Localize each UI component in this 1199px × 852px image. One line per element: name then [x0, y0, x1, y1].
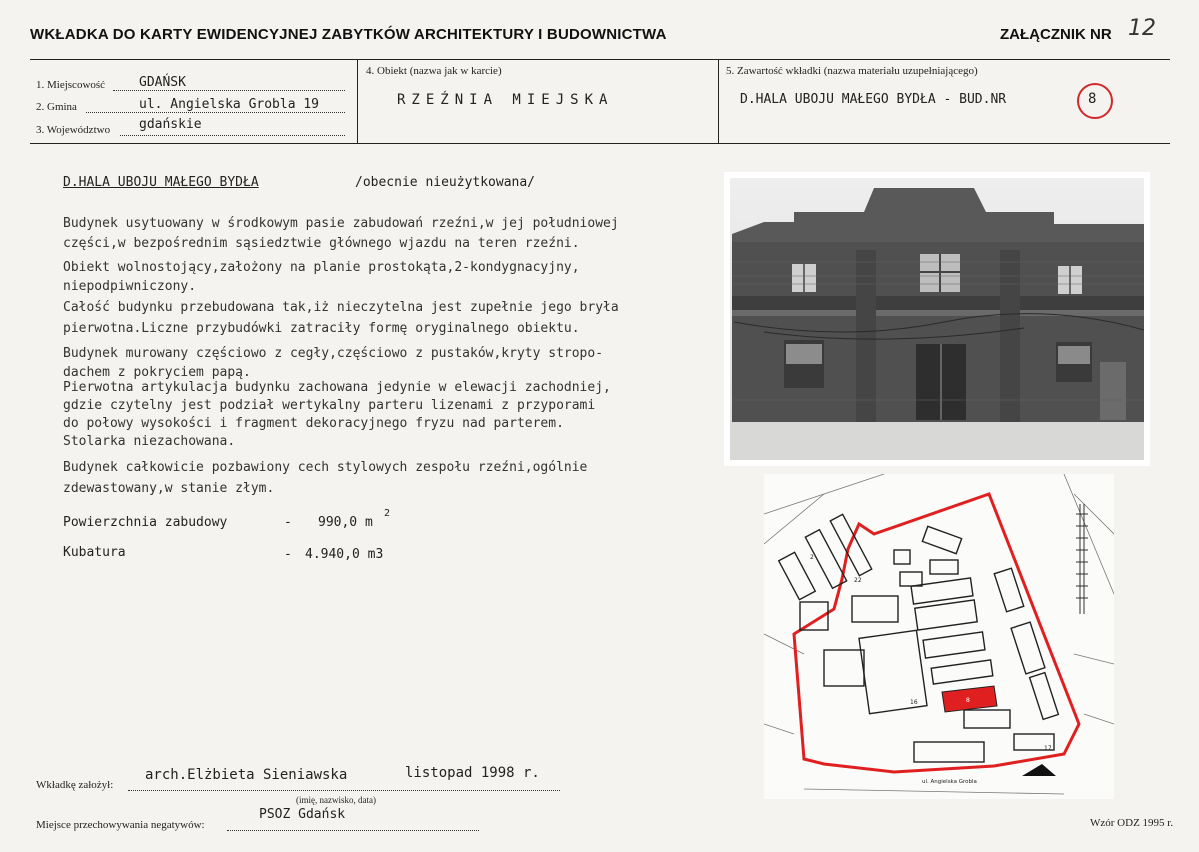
- voivodeship-dots: [120, 135, 345, 136]
- description-heading-note: /obecnie nieużytkowana/: [355, 175, 536, 190]
- column-divider-2: [718, 59, 719, 143]
- volume-value: 4.940,0 m3: [305, 547, 384, 562]
- object-label: 4. Obiekt (nazwa jak w karcie): [366, 65, 502, 77]
- description-line: Obiekt wolnostojący,założony na planie prostokąta,2-kondygnacyjny,: [63, 260, 580, 275]
- locality-value: GDAŃSK: [139, 75, 186, 90]
- commune-value: ul. Angielska Grobla 19: [139, 97, 320, 112]
- description-line: Budynek całkowicie pozbawiony cech stylowych zespołu rzeźni,ogólnie: [63, 460, 588, 475]
- description-line: pierwotna.Liczne przybudówki zatraciły formę oryginalnego obiektu.: [63, 321, 580, 336]
- description-line: do połowy wysokości i fragment dekoracyjnego fryzu nad parterem.: [63, 416, 564, 431]
- table-bottom-rule: [30, 143, 1170, 144]
- building-number: 8: [1088, 91, 1097, 107]
- storage-dots: [227, 830, 479, 831]
- commune-label: 2. Gmina: [36, 101, 77, 113]
- building-label: 16: [910, 699, 918, 706]
- locality-label: 1. Miejscowość: [36, 79, 106, 91]
- voivodeship-value: gdańskie: [139, 117, 202, 132]
- locality-dots: [113, 90, 345, 91]
- form-code: Wzór ODZ 1995 r.: [1090, 817, 1174, 829]
- building-label: 8: [966, 697, 970, 704]
- volume-dash: -: [284, 547, 292, 562]
- description-heading: D.HALA UBOJU MAŁEGO BYDŁA: [63, 175, 259, 190]
- description-line: Budynek usytuowany w środkowym pasie zabudowań rzeźni,w jej południowej: [63, 216, 619, 231]
- commune-dots: [86, 112, 345, 113]
- building-label: 2: [810, 554, 814, 561]
- description-line: zdewastowany,w stanie złym.: [63, 481, 275, 496]
- annex-number: 12: [1128, 16, 1156, 41]
- description-line: Stolarka niezachowana.: [63, 434, 236, 449]
- description-line: części,w bezpośrednim sąsiedztwie głównego wjazdu na teren rzeźni.: [63, 236, 580, 251]
- building-photo: [724, 172, 1150, 466]
- description-line: dachem z pokryciem papą.: [63, 365, 251, 380]
- area-unit-exponent: 2: [384, 508, 391, 519]
- description-line: Budynek murowany częściowo z cegły,częściowo z pustaków,kryty stropo-: [63, 346, 604, 361]
- area-label: Powierzchnia zabudowy: [63, 515, 228, 530]
- volume-label: Kubatura: [63, 545, 126, 560]
- date-value: listopad 1998 r.: [405, 765, 540, 781]
- site-map: [764, 474, 1114, 799]
- description-line: Całość budynku przebudowana tak,iż nieczytelna jest zupełnie jego bryła: [63, 300, 619, 315]
- object-name: RZEŹNIA MIEJSKA: [397, 92, 614, 108]
- author-hint: (imię, nazwisko, data): [296, 795, 376, 805]
- voivodeship-label: 3. Województwo: [36, 124, 111, 136]
- description-line: gdzie czytelny jest podział wertykalny parteru lizenami z przyporami: [63, 398, 596, 413]
- north-arrow-icon: [1022, 764, 1056, 776]
- author-label: Wkładkę założył:: [36, 779, 114, 791]
- author-value: arch.Elżbieta Sieniawska: [145, 767, 348, 783]
- description-line: niepodpiwniczony.: [63, 279, 197, 294]
- street-label: ul. Angielska Grobla: [922, 779, 977, 785]
- area-dash: -: [284, 515, 292, 530]
- author-dots: [128, 790, 560, 791]
- storage-label: Miejsce przechowywania negatywów:: [36, 819, 205, 831]
- column-divider-1: [357, 59, 358, 143]
- table-top-rule: [30, 59, 1170, 60]
- building-label: 22: [854, 577, 862, 584]
- card-title: WKŁADKA DO KARTY EWIDENCYJNEJ ZABYTKÓW ARCHITEKTURY I BUDOWNICTWA: [30, 26, 667, 43]
- annex-label: ZAŁĄCZNIK NR: [1000, 26, 1112, 43]
- area-value: 990,0 m: [318, 515, 373, 530]
- content-label: 5. Zawartość wkładki (nazwa materiału uzupełniającego): [726, 65, 978, 77]
- description-line: Pierwotna artykulacja budynku zachowana jedynie w elewacji zachodniej,: [63, 380, 611, 395]
- storage-value: PSOZ Gdańsk: [259, 807, 346, 822]
- building-label: 17: [1044, 745, 1052, 752]
- site-map-image: [764, 474, 1114, 799]
- site-boundary: [794, 494, 1079, 772]
- photo-image: [724, 172, 1150, 466]
- content-value: D.HALA UBOJU MAŁEGO BYDŁA - BUD.NR: [740, 92, 1007, 107]
